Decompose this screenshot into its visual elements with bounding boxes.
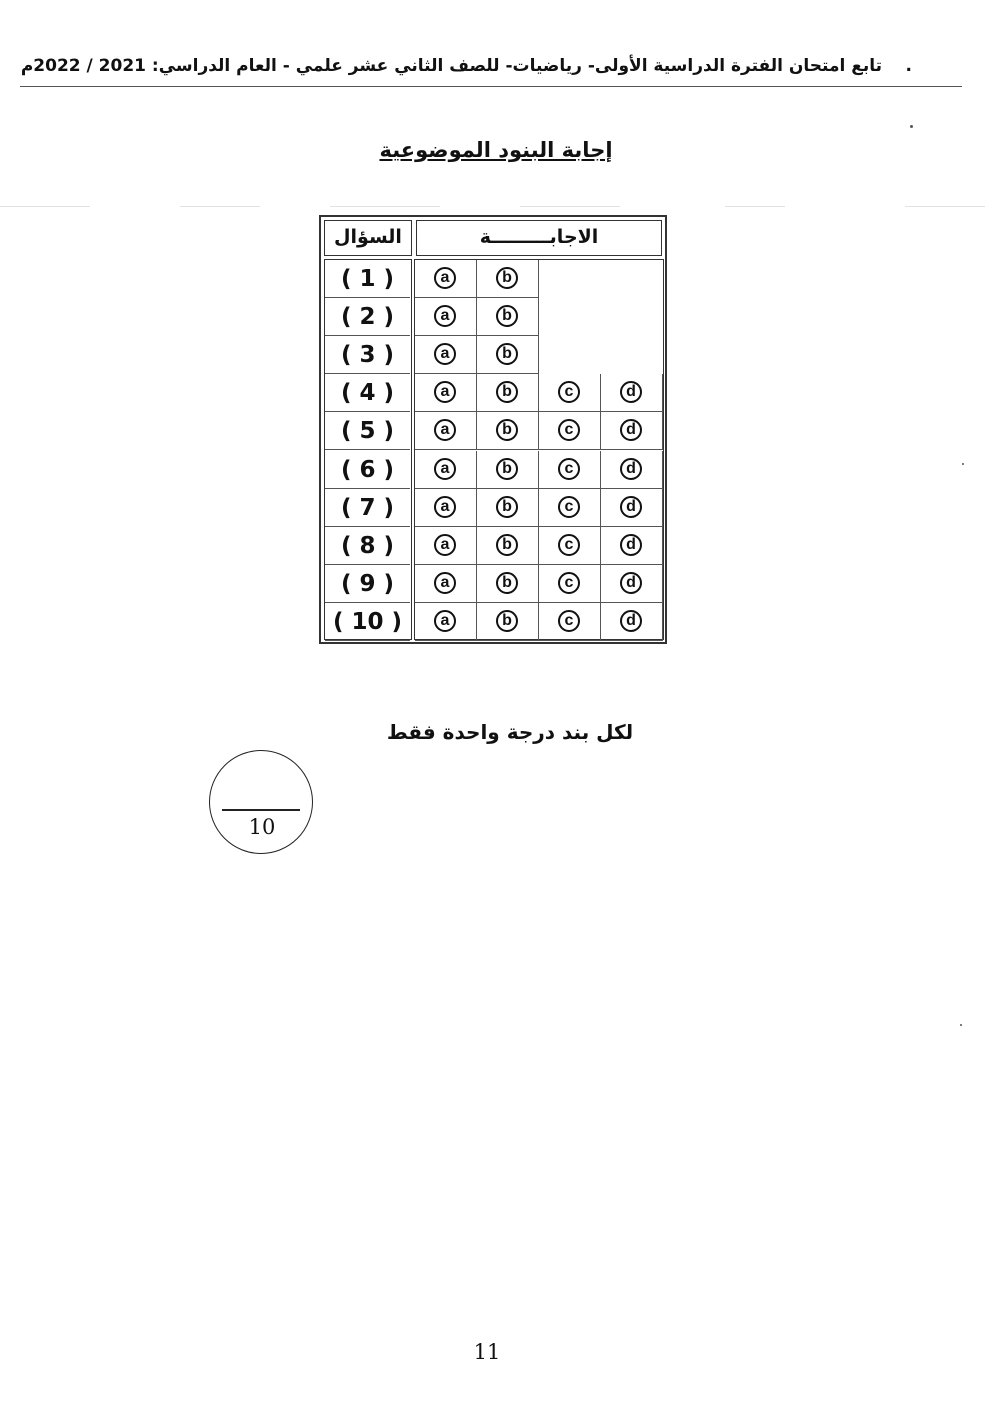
question-number: ( 3 ): [325, 336, 410, 374]
option-a-bubble[interactable]: a: [434, 343, 456, 365]
option-d-bubble[interactable]: d: [620, 610, 642, 632]
answer-option-cell[interactable]: [415, 412, 477, 450]
option-c-bubble[interactable]: c: [558, 610, 580, 632]
answer-option-cell[interactable]: [601, 451, 663, 489]
option-c-bubble[interactable]: c: [558, 381, 580, 403]
answer-option-cell[interactable]: [601, 565, 663, 603]
option-c-bubble[interactable]: c: [558, 534, 580, 556]
answer-option-cell[interactable]: [477, 412, 539, 450]
answer-option-cell[interactable]: [477, 260, 539, 298]
option-a-bubble[interactable]: a: [434, 610, 456, 632]
answer-option-cell[interactable]: [539, 489, 601, 527]
answer-option-cell[interactable]: [415, 489, 477, 527]
question-number: ( 8 ): [325, 527, 410, 565]
option-b-bubble[interactable]: b: [496, 610, 518, 632]
answer-option-cell[interactable]: [477, 565, 539, 603]
question-number: ( 6 ): [325, 451, 410, 489]
option-a-bubble[interactable]: a: [434, 419, 456, 441]
option-b-bubble[interactable]: b: [496, 572, 518, 594]
answer-option-cell[interactable]: [601, 374, 663, 412]
option-d-bubble[interactable]: d: [620, 534, 642, 556]
answer-option-cell[interactable]: [539, 412, 601, 450]
scan-artifact-line: [0, 206, 90, 207]
answer-option-cell[interactable]: [415, 603, 477, 641]
scan-speck: [960, 1024, 962, 1026]
option-d-bubble[interactable]: d: [620, 496, 642, 518]
answer-option-cell[interactable]: [601, 412, 663, 450]
option-b-bubble[interactable]: b: [496, 343, 518, 365]
option-b-bubble[interactable]: b: [496, 305, 518, 327]
answer-option-cell[interactable]: [477, 336, 539, 374]
question-number: ( 2 ): [325, 298, 410, 336]
answer-option-cell[interactable]: [539, 374, 601, 412]
answer-option-cell[interactable]: [477, 603, 539, 641]
answer-option-cell[interactable]: [477, 527, 539, 565]
answer-option-cell[interactable]: [415, 298, 477, 336]
header-bullet: .: [905, 56, 912, 76]
scan-artifact-line: [905, 206, 985, 207]
answer-option-cell[interactable]: [415, 527, 477, 565]
grading-note: لكل بند درجة واحدة فقط: [386, 720, 634, 744]
option-a-bubble[interactable]: a: [434, 534, 456, 556]
scan-artifact-line: [520, 206, 620, 207]
option-d-bubble[interactable]: d: [620, 419, 642, 441]
option-a-bubble[interactable]: a: [434, 267, 456, 289]
answer-option-cell[interactable]: [477, 374, 539, 412]
exam-header-text: تابع امتحان الفترة الدراسية الأولى- رياضيات- للصف الثاني عشر علمي - العام الدراسي: 2021 / 2022م: [20, 56, 882, 76]
option-c-bubble[interactable]: c: [558, 419, 580, 441]
answer-option-cell[interactable]: [601, 603, 663, 641]
option-c-bubble[interactable]: c: [558, 572, 580, 594]
option-b-bubble[interactable]: b: [496, 419, 518, 441]
scan-artifact-line: [180, 206, 260, 207]
question-number: ( 1 ): [325, 260, 410, 298]
answer-option-cell[interactable]: [415, 565, 477, 603]
question-number: ( 5 ): [325, 412, 410, 450]
scan-artifact-line: [725, 206, 785, 207]
option-c-bubble[interactable]: c: [558, 458, 580, 480]
question-number: ( 9 ): [325, 565, 410, 603]
answer-option-cell[interactable]: [415, 336, 477, 374]
option-a-bubble[interactable]: a: [434, 496, 456, 518]
option-d-bubble[interactable]: d: [620, 572, 642, 594]
answer-option-cell[interactable]: [415, 260, 477, 298]
answer-option-cell[interactable]: [601, 489, 663, 527]
answer-option-cell[interactable]: [477, 489, 539, 527]
option-a-bubble[interactable]: a: [434, 458, 456, 480]
answer-sheet-table: [319, 215, 667, 644]
option-c-bubble[interactable]: c: [558, 496, 580, 518]
score-circle: [209, 750, 313, 854]
answer-option-cell[interactable]: [415, 451, 477, 489]
answer-options-area: [414, 259, 664, 640]
option-a-bubble[interactable]: a: [434, 572, 456, 594]
page-number: 11: [473, 1340, 501, 1364]
question-number-column: [324, 259, 412, 640]
scan-speck: [962, 463, 964, 465]
answer-option-cell[interactable]: [539, 451, 601, 489]
answer-option-cell[interactable]: [477, 451, 539, 489]
option-b-bubble[interactable]: b: [496, 534, 518, 556]
option-a-bubble[interactable]: a: [434, 305, 456, 327]
question-number: ( 4 ): [325, 374, 410, 412]
answer-option-cell[interactable]: [415, 374, 477, 412]
option-b-bubble[interactable]: b: [496, 496, 518, 518]
answer-option-cell[interactable]: [601, 527, 663, 565]
option-b-bubble[interactable]: b: [496, 458, 518, 480]
answer-option-cell[interactable]: [539, 565, 601, 603]
score-fraction-line: [222, 809, 300, 811]
question-number: ( 10 ): [325, 603, 410, 641]
scan-artifact-line: [330, 206, 440, 207]
scan-speck: [910, 125, 913, 128]
answer-option-cell[interactable]: [539, 603, 601, 641]
answer-option-cell[interactable]: [477, 298, 539, 336]
page-header: [20, 52, 962, 87]
option-b-bubble[interactable]: b: [496, 381, 518, 403]
option-d-bubble[interactable]: d: [620, 381, 642, 403]
option-a-bubble[interactable]: a: [434, 381, 456, 403]
answer-column-header: الاجابـــــــــة: [416, 220, 662, 256]
answer-option-cell[interactable]: [539, 527, 601, 565]
option-d-bubble[interactable]: d: [620, 458, 642, 480]
page-title: إجابة البنود الموضوعية: [379, 138, 613, 162]
question-number: ( 7 ): [325, 489, 410, 527]
score-total: 10: [248, 815, 276, 839]
question-column-header: السؤال: [324, 220, 412, 256]
option-b-bubble[interactable]: b: [496, 267, 518, 289]
